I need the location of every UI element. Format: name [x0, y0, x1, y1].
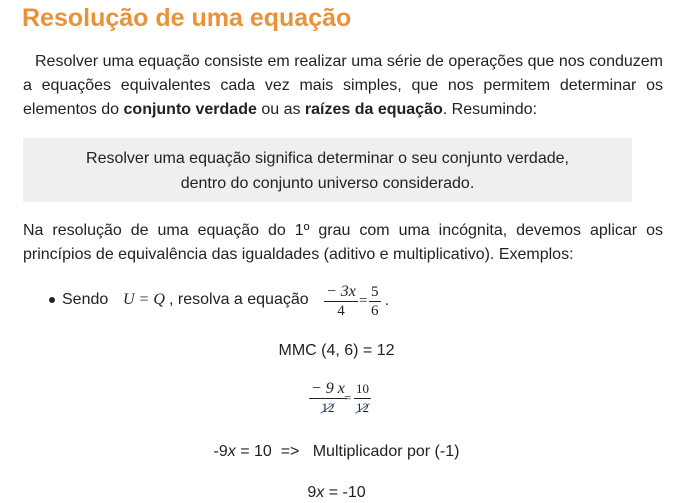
intro-text-1: Resolver uma equação consiste em realizar uma série de operações que nos conduzem a equações equivalentes cada vez mais simples, que nos permitem determinar os elementos do: [23, 53, 663, 118]
intro-text-3: . Resumindo:: [442, 101, 538, 118]
step3-left: -9: [213, 443, 228, 460]
equation-left-denominator: 4: [337, 303, 345, 319]
principles-paragraph: Na resolução de uma equação do 1º grau com uma incógnita, devemos aplicar os princípios de equivalência das igualdades (aditivo e multiplicativo). Exemplos:: [23, 222, 663, 263]
example-bullet: [46, 285, 446, 325]
example-prefix: Sendo: [62, 291, 109, 308]
universe-set: U = Q: [123, 291, 165, 308]
intro-text-2: ou as: [256, 101, 305, 118]
step2-left-numerator: − 9 x: [311, 380, 345, 397]
intro-bold-conjunto-verdade: conjunto verdade: [123, 101, 257, 118]
equation-right-denominator: 6: [371, 303, 379, 319]
step2-equation: [0, 380, 673, 422]
step3-right: = 10 => Multiplicador por (-1): [235, 443, 460, 460]
summary-box: Resolver uma equação significa determinar o seu conjunto verdade, dentro do conjunto universo considerado.: [23, 138, 632, 202]
cancel-mark: 12: [356, 400, 369, 415]
intro-bold-raizes: raízes da equação: [304, 101, 443, 118]
step4-variable: x: [316, 484, 325, 501]
step3-variable: x: [227, 443, 236, 460]
step4-left: 9: [307, 484, 317, 501]
equation-right-numerator: 5: [371, 284, 379, 300]
page-title: Resolução de uma equação: [22, 4, 352, 32]
step2-right-numerator: 10: [356, 381, 369, 396]
step2-equals: =: [344, 390, 352, 405]
step3-line: [0, 443, 673, 461]
equation-left-numerator: − 3x: [326, 283, 356, 300]
mmc-line: MMC (4, 6) = 12: [278, 342, 395, 359]
example-instruction: , resolva a equação: [169, 291, 309, 308]
equation-equals: =: [359, 293, 368, 309]
cancel-mark: 12: [321, 400, 335, 415]
step2-right-fraction: [354, 380, 371, 417]
intro-paragraph: [23, 50, 663, 122]
equation-period: .: [385, 293, 389, 309]
equation-left-fraction: [324, 283, 358, 320]
step2-right-denominator: [354, 399, 371, 417]
step2-left-fraction: [309, 380, 347, 417]
step4-line: [0, 484, 673, 502]
bullet-icon: [49, 297, 55, 303]
step2-left-denominator: [309, 399, 347, 417]
equation-right-fraction: [369, 283, 381, 320]
step4-right: = -10: [324, 484, 366, 501]
